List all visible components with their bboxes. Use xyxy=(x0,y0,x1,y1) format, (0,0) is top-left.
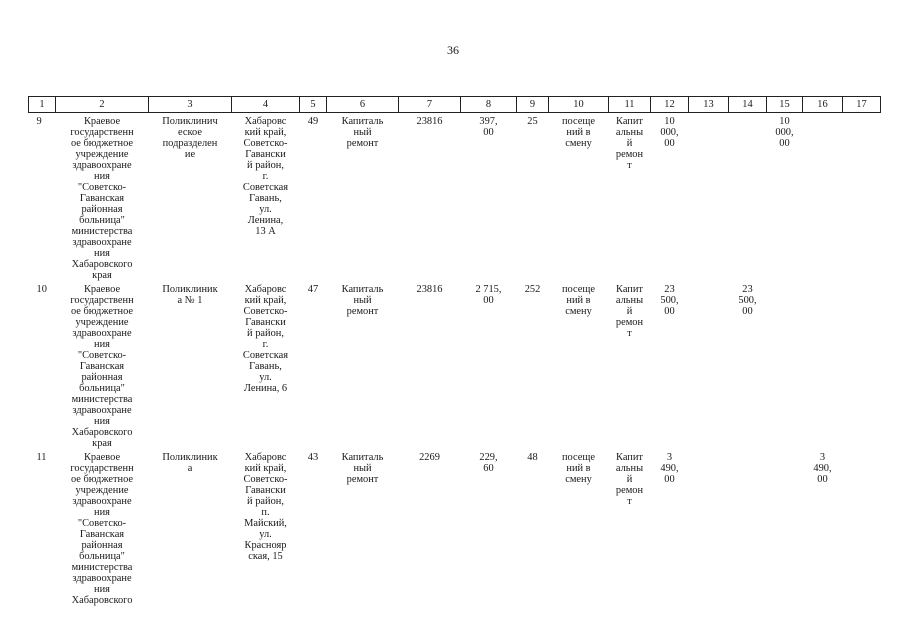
cell-col-7 xyxy=(399,449,461,612)
cell-line: 10 xyxy=(779,116,790,127)
cell-line: п. xyxy=(261,507,270,518)
cell-line: Краевое xyxy=(83,284,121,295)
cell-line: Советская xyxy=(242,182,289,193)
cell-col-7 xyxy=(399,113,461,282)
column-header: 3 xyxy=(149,97,232,113)
cell-col-9 xyxy=(517,281,549,449)
cell-col-12 xyxy=(651,281,689,449)
cell-line: альны xyxy=(615,127,644,138)
cell-line: ний в xyxy=(566,127,591,138)
cell-line: Поликлиник xyxy=(162,452,218,463)
cell-line: ния xyxy=(94,171,110,182)
cell-line: посеще xyxy=(562,452,595,463)
cell-line: Краевое xyxy=(83,452,121,463)
cell-line: края xyxy=(92,270,112,281)
data-table xyxy=(28,96,881,612)
cell-line: ремон xyxy=(615,317,644,328)
cell-line: 2269 xyxy=(419,452,440,463)
address xyxy=(232,449,300,612)
cell-line: 00 xyxy=(664,138,675,149)
cell-line: кий край, xyxy=(244,127,287,138)
cell-line: т xyxy=(627,496,632,507)
address xyxy=(232,113,300,282)
cell-line: учреждение xyxy=(75,149,129,160)
cell-col-16 xyxy=(803,449,843,612)
cell-line: Хабаровс xyxy=(244,452,287,463)
cell-col-17 xyxy=(843,281,881,449)
cell-line: ремонт xyxy=(346,306,379,317)
cell-line: й xyxy=(626,138,633,149)
cell-line: 3 xyxy=(819,452,826,463)
cell-line: 229, xyxy=(479,452,498,463)
cell-line: 10 xyxy=(664,116,675,127)
cell-col-8 xyxy=(461,449,517,612)
cell-line: больница" xyxy=(79,551,125,562)
cell-line: ный xyxy=(353,295,372,306)
cell-line: ская, 15 xyxy=(248,551,283,562)
cell-line: ое бюджетное xyxy=(70,306,134,317)
capacity-unit xyxy=(549,449,609,612)
column-header: 14 xyxy=(729,97,767,113)
cell-col-8 xyxy=(461,113,517,282)
cell-line: края xyxy=(92,438,112,449)
row-number xyxy=(29,281,56,449)
cell-line: 00 xyxy=(483,295,494,306)
cell-line: Советско- xyxy=(243,474,288,485)
cell-line: здравоохране xyxy=(72,573,132,584)
table-row xyxy=(29,281,881,449)
subdivision-name xyxy=(149,113,232,282)
cell-col-15 xyxy=(767,113,803,282)
column-header: 13 xyxy=(689,97,729,113)
column-header: 16 xyxy=(803,97,843,113)
column-header: 10 xyxy=(549,97,609,113)
cell-line: Капиталь xyxy=(341,284,384,295)
cell-line: ул. xyxy=(259,529,272,540)
cell-line: Капит xyxy=(616,284,643,295)
column-header: 2 xyxy=(56,97,149,113)
cell-line: 2 715, xyxy=(475,284,502,295)
cell-line: здравоохране xyxy=(72,405,132,416)
cell-line: 43 xyxy=(307,452,319,463)
cell-col-15 xyxy=(767,281,803,449)
cell-line: Хабаровского xyxy=(71,427,133,438)
cell-line: 000, xyxy=(775,127,794,138)
cell-line: учреждение xyxy=(75,317,129,328)
cell-line: смену xyxy=(565,306,592,317)
cell-line: 500, xyxy=(738,295,757,306)
cell-line: 00 xyxy=(664,306,675,317)
cell-line: 23 xyxy=(742,284,753,295)
cell-col-15 xyxy=(767,449,803,612)
cell-col-13 xyxy=(689,113,729,282)
cell-line: министерства xyxy=(71,394,133,405)
cell-line: Гаванская xyxy=(79,193,125,204)
cell-col-17 xyxy=(843,449,881,612)
column-header: 4 xyxy=(232,97,300,113)
cell-line: государственн xyxy=(70,127,134,138)
cell-line: Хабаровс xyxy=(244,116,287,127)
cell-line: 000, xyxy=(660,127,679,138)
cell-line: ный xyxy=(353,463,372,474)
cell-line: г. xyxy=(262,171,269,182)
cell-line: здравоохране xyxy=(72,237,132,248)
cell-line: ремон xyxy=(615,149,644,160)
cell-line: ие xyxy=(184,149,196,160)
cell-line: 49 xyxy=(307,116,319,127)
cell-line: 00 xyxy=(779,138,790,149)
cell-line: Капиталь xyxy=(341,116,384,127)
cell-line: Краевое xyxy=(83,116,121,127)
cell-line: районная xyxy=(81,372,123,383)
column-header: 5 xyxy=(300,97,327,113)
cell-line: 47 xyxy=(307,284,319,295)
cell-col-8 xyxy=(461,281,517,449)
cell-line: Капиталь xyxy=(341,452,384,463)
work-type xyxy=(327,281,399,449)
cell-line: Гаванская xyxy=(79,529,125,540)
column-header: 17 xyxy=(843,97,881,113)
cell-line: 397, xyxy=(479,116,498,127)
cell-line: Капит xyxy=(616,116,643,127)
cell-line: й район, xyxy=(247,328,284,339)
cell-line: 9 xyxy=(36,116,42,127)
cell-line: посеще xyxy=(562,116,595,127)
cell-col-14 xyxy=(729,449,767,612)
cell-line: 48 xyxy=(527,452,538,463)
cell-line: Ленина, 6 xyxy=(243,383,288,394)
cell-line: й район, xyxy=(247,496,284,507)
cell-line: ния xyxy=(94,248,110,259)
cell-line: 23816 xyxy=(416,284,443,295)
cell-line: т xyxy=(627,160,632,171)
table-body xyxy=(29,113,881,613)
cell-line: больница" xyxy=(79,383,125,394)
column-header: 1 xyxy=(29,97,56,113)
column-header: 7 xyxy=(399,97,461,113)
cell-line: т xyxy=(627,328,632,339)
cell-line: Советско- xyxy=(243,138,288,149)
institution-name xyxy=(56,113,149,282)
cell-line: Гавань, xyxy=(249,193,282,204)
cell-line: Гавански xyxy=(245,149,286,160)
cell-line: районная xyxy=(81,204,123,215)
cell-line: ремон xyxy=(615,485,644,496)
repair-type xyxy=(609,113,651,282)
cell-line: здравоохране xyxy=(72,496,132,507)
cell-line: ния xyxy=(94,416,110,427)
cell-line: й xyxy=(626,306,633,317)
column-header: 8 xyxy=(461,97,517,113)
header-row xyxy=(29,97,881,113)
cell-line: Капит xyxy=(616,452,643,463)
cell-line: смену xyxy=(565,138,592,149)
cell-line: 13 А xyxy=(255,226,276,237)
capacity-unit xyxy=(549,113,609,282)
cell-col-5 xyxy=(300,449,327,612)
cell-line: 23816 xyxy=(416,116,443,127)
cell-col-14 xyxy=(729,281,767,449)
cell-line: Майский, xyxy=(244,518,287,529)
cell-line: альны xyxy=(615,463,644,474)
cell-line: еское xyxy=(178,127,202,138)
cell-line: 00 xyxy=(742,306,753,317)
column-header: 11 xyxy=(609,97,651,113)
cell-col-12 xyxy=(651,449,689,612)
cell-line: альны xyxy=(615,295,644,306)
cell-col-7 xyxy=(399,281,461,449)
work-type xyxy=(327,449,399,612)
cell-line: министерства xyxy=(71,562,133,573)
cell-line: районная xyxy=(81,540,123,551)
column-header: 15 xyxy=(767,97,803,113)
cell-line: больница" xyxy=(79,215,125,226)
cell-line: ое бюджетное xyxy=(70,474,134,485)
capacity-unit xyxy=(549,281,609,449)
cell-col-16 xyxy=(803,113,843,282)
cell-col-9 xyxy=(517,449,549,612)
cell-line: ный xyxy=(353,127,372,138)
cell-line: Краснояр xyxy=(244,540,287,551)
work-type xyxy=(327,113,399,282)
column-header: 9 xyxy=(517,97,549,113)
cell-line: Гаванская xyxy=(79,361,125,372)
column-header: 12 xyxy=(651,97,689,113)
cell-line: ния xyxy=(94,507,110,518)
cell-line: Советская xyxy=(242,350,289,361)
cell-line: 11 xyxy=(36,452,47,463)
cell-col-13 xyxy=(689,449,729,612)
cell-col-5 xyxy=(300,281,327,449)
cell-col-13 xyxy=(689,281,729,449)
cell-line: 23 xyxy=(664,284,675,295)
cell-line: учреждение xyxy=(75,485,129,496)
cell-line: 00 xyxy=(483,127,494,138)
cell-line: ремонт xyxy=(346,474,379,485)
table-row xyxy=(29,449,881,612)
repair-type xyxy=(609,281,651,449)
cell-line: государственн xyxy=(70,463,134,474)
cell-line: 00 xyxy=(817,474,828,485)
institution-name xyxy=(56,449,149,612)
cell-line: смену xyxy=(565,474,592,485)
cell-line: ния xyxy=(94,584,110,595)
subdivision-name xyxy=(149,449,232,612)
cell-line: 252 xyxy=(524,284,541,295)
cell-line: ний в xyxy=(566,295,591,306)
cell-line: кий край, xyxy=(244,463,287,474)
cell-line: Советско- xyxy=(243,306,288,317)
cell-line: й xyxy=(626,474,633,485)
cell-line: 490, xyxy=(660,463,679,474)
cell-line: ул. xyxy=(259,204,272,215)
address xyxy=(232,281,300,449)
cell-line: Гавански xyxy=(245,317,286,328)
column-header: 6 xyxy=(327,97,399,113)
cell-line: а xyxy=(187,463,193,474)
cell-line: ний в xyxy=(566,463,591,474)
table-row xyxy=(29,113,881,282)
cell-col-16 xyxy=(803,281,843,449)
cell-line: Ленина, xyxy=(247,215,284,226)
cell-line: министерства xyxy=(71,226,133,237)
institution-name xyxy=(56,281,149,449)
cell-line: г. xyxy=(262,339,269,350)
cell-line: "Советско- xyxy=(77,518,127,529)
subdivision-name xyxy=(149,281,232,449)
row-number xyxy=(29,113,56,282)
cell-line: 10 xyxy=(36,284,47,295)
cell-col-5 xyxy=(300,113,327,282)
cell-line: кий край, xyxy=(244,295,287,306)
cell-line: здравоохране xyxy=(72,160,132,171)
cell-line: Хабаровского xyxy=(71,595,133,606)
cell-line: й район, xyxy=(247,160,284,171)
cell-line: Поликлинич xyxy=(162,116,218,127)
cell-line: 500, xyxy=(660,295,679,306)
cell-line: здравоохране xyxy=(72,328,132,339)
cell-line: государственн xyxy=(70,295,134,306)
cell-line: "Советско- xyxy=(77,350,127,361)
cell-line: 3 xyxy=(666,452,673,463)
cell-line: посеще xyxy=(562,284,595,295)
cell-col-17 xyxy=(843,113,881,282)
cell-line: ое бюджетное xyxy=(70,138,134,149)
cell-line: ния xyxy=(94,339,110,350)
cell-line: 00 xyxy=(664,474,675,485)
cell-line: Поликлиник xyxy=(162,284,218,295)
cell-line: ремонт xyxy=(346,138,379,149)
cell-line: 490, xyxy=(813,463,832,474)
cell-line: Хабаровского xyxy=(71,259,133,270)
cell-line: а № 1 xyxy=(177,295,203,306)
cell-line: 60 xyxy=(483,463,494,474)
cell-line: ул. xyxy=(259,372,272,383)
cell-line: Хабаровс xyxy=(244,284,287,295)
cell-line: подразделен xyxy=(162,138,218,149)
row-number xyxy=(29,449,56,612)
cell-line: 25 xyxy=(527,116,538,127)
cell-col-9 xyxy=(517,113,549,282)
cell-line: Гавань, xyxy=(249,361,282,372)
repair-type xyxy=(609,449,651,612)
cell-col-12 xyxy=(651,113,689,282)
cell-line: "Советско- xyxy=(77,182,127,193)
cell-line: Гавански xyxy=(245,485,286,496)
cell-col-14 xyxy=(729,113,767,282)
page-number: 36 xyxy=(447,43,459,57)
